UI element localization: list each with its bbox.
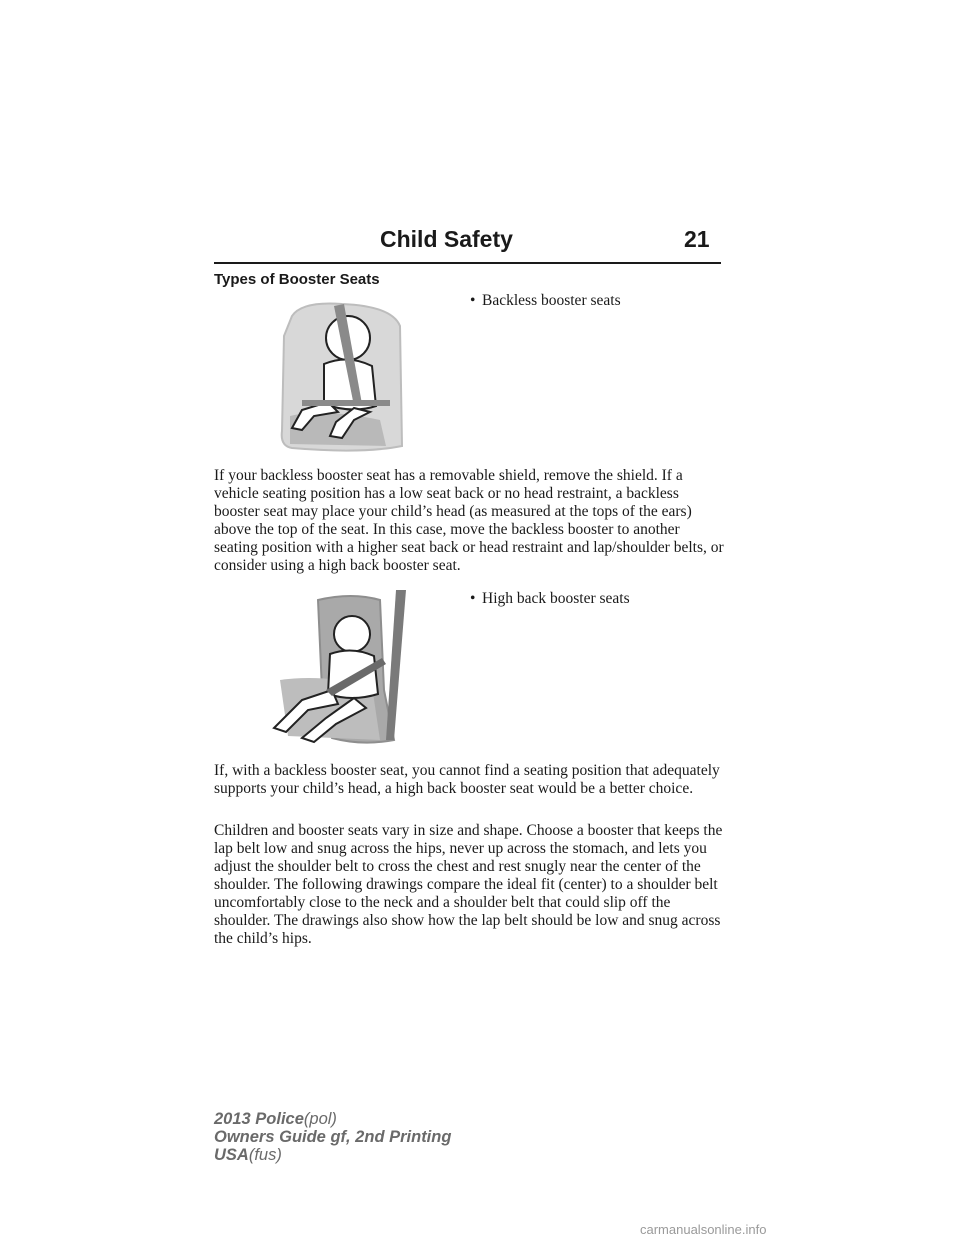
footer-market: USA <box>214 1146 249 1164</box>
page-header-title: Child Safety <box>380 226 513 252</box>
bullet-dot: • <box>470 292 476 309</box>
footer-model-code: (pol) <box>303 1110 337 1128</box>
section-heading: Types of Booster Seats <box>214 271 380 288</box>
bullet-high-back <box>470 590 630 608</box>
paragraph-backless-shield: If your backless booster seat has a removable shield, remove the shield. If a vehicle seating position has a low seat back or no head restraint, a backless booster seat may place your child’s head (as measured at the tops of the ears) above the top of the seat. In this case, move the backless booster to another seating position with a higher seat back or head restraint and lap/shoulder belts, or consider using a high back booster seat. <box>214 467 724 574</box>
header-rule <box>214 262 721 264</box>
bullet-label: Backless booster seats <box>482 292 621 309</box>
footer-line-3 <box>214 1146 451 1164</box>
bullet-backless <box>470 292 621 310</box>
footer-line-1 <box>214 1110 451 1128</box>
high-back-booster-illustration <box>262 590 412 750</box>
backless-booster-illustration <box>262 296 412 456</box>
watermark: carmanualsonline.info <box>640 1222 767 1237</box>
bullet-label: High back booster seats <box>482 590 630 607</box>
footer-line-2: Owners Guide gf, 2nd Printing <box>214 1128 452 1146</box>
footer-market-code: (fus) <box>248 1146 282 1164</box>
footer-model: 2013 Police <box>214 1110 304 1128</box>
bullet-dot: • <box>470 590 476 607</box>
paragraph-head-support: If, with a backless booster seat, you cannot find a seating position that adequately supports your child’s head, a high back booster seat would be a better choice. <box>214 762 720 797</box>
page-number: 21 <box>684 226 710 252</box>
footer-publication-info <box>214 1110 451 1164</box>
paragraph-fit-guidance: Children and booster seats vary in size and shape. Choose a booster that keeps the lap belt low and snug across the hips, never up across the stomach, and lets you adjust the shoulder belt to cross the chest and rest snugly near the center of the shoulder. The following drawings compare the ideal fit (center) to a shoulder belt uncomfortably close to the neck and a shoulder belt that could slip off the shoulder. The drawings also show how the lap belt should be low and snug across the child’s hips. <box>214 822 723 947</box>
